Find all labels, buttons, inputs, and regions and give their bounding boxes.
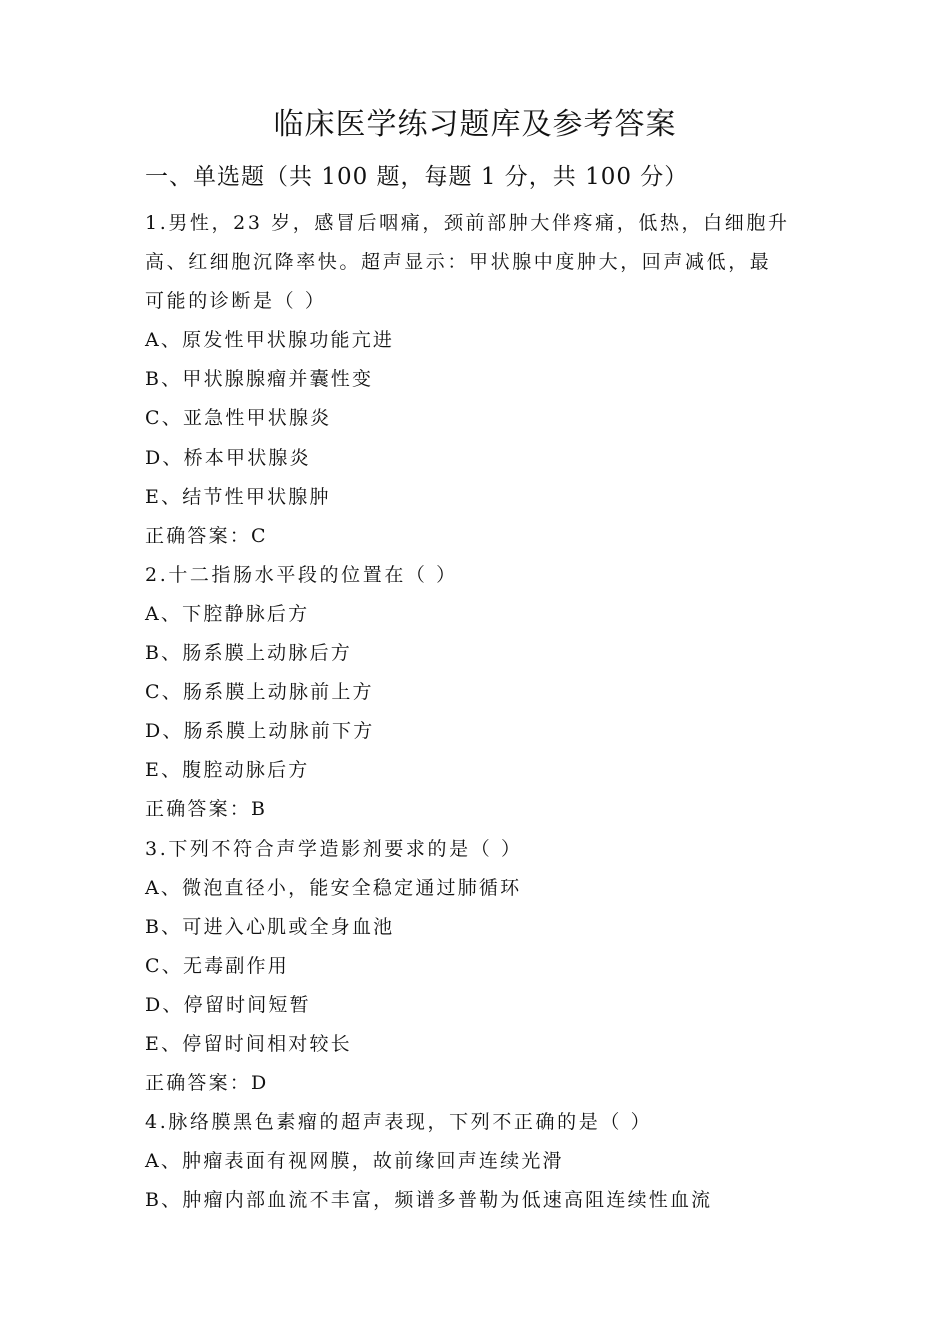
question-1-option-b: B、甲状腺腺瘤并囊性变 bbox=[145, 368, 374, 391]
question-1-option-a: A、原发性甲状腺功能亢进 bbox=[145, 329, 395, 352]
question-2-stem-line-1: 2.十二指肠水平段的位置在（ ） bbox=[145, 563, 458, 586]
question-2-option-b: B、肠系膜上动脉后方 bbox=[145, 642, 352, 665]
question-3-option-b: B、可进入心肌或全身血池 bbox=[145, 915, 395, 938]
question-2-option-e: E、腹腔动脉后方 bbox=[145, 759, 310, 782]
question-3-option-a: A、微泡直径小，能安全稳定通过肺循环 bbox=[145, 876, 522, 899]
question-1-stem-line-3: 可能的诊断是（ ） bbox=[145, 290, 327, 313]
question-3-stem-line-1: 3.下列不符合声学造影剂要求的是（ ） bbox=[145, 837, 523, 860]
section-heading: 一、单选题（共 100 题，每题 1 分，共 100 分） bbox=[145, 164, 689, 190]
question-4 bbox=[145, 1103, 810, 1220]
question-1-stem-line-2: 高、红细胞沉降率快。超声显示：甲状腺中度肿大，回声减低，最 bbox=[145, 251, 772, 274]
question-3-option-d: D、停留时间短暂 bbox=[145, 993, 311, 1016]
question-4-stem-line-1: 4.脉络膜黑色素瘤的超声表现，下列不正确的是（ ） bbox=[145, 1111, 653, 1134]
question-2 bbox=[145, 556, 810, 830]
question-1-option-d: D、桥本甲状腺炎 bbox=[145, 446, 311, 469]
question-1 bbox=[145, 204, 810, 556]
question-4-option-b: B、肿瘤内部血流不丰富，频谱多普勒为低速高阻连续性血流 bbox=[145, 1189, 713, 1212]
document-title: 临床医学练习题库及参考答案 bbox=[273, 107, 677, 142]
question-1-option-c: C、亚急性甲状腺炎 bbox=[145, 407, 332, 430]
question-1-stem-line-1: 1.男性，23 岁，感冒后咽痛，颈前部肿大伴疼痛，低热，白细胞升 bbox=[145, 212, 790, 234]
question-3-option-e: E、停留时间相对较长 bbox=[145, 1032, 352, 1055]
question-2-answer: 正确答案：B bbox=[145, 798, 268, 821]
question-1-answer: 正确答案：C bbox=[145, 524, 268, 547]
question-4-option-a: A、肿瘤表面有视网膜，故前缘回声连续光滑 bbox=[145, 1150, 564, 1173]
question-3-answer: 正确答案：D bbox=[145, 1072, 269, 1095]
question-3 bbox=[145, 830, 810, 1104]
question-3-option-c: C、无毒副作用 bbox=[145, 954, 289, 977]
question-2-option-c: C、肠系膜上动脉前上方 bbox=[145, 681, 374, 704]
question-2-option-d: D、肠系膜上动脉前下方 bbox=[145, 720, 375, 743]
question-list bbox=[145, 204, 810, 1220]
question-2-option-a: A、下腔静脉后方 bbox=[145, 602, 310, 625]
question-1-option-e: E、结节性甲状腺肿 bbox=[145, 485, 331, 508]
